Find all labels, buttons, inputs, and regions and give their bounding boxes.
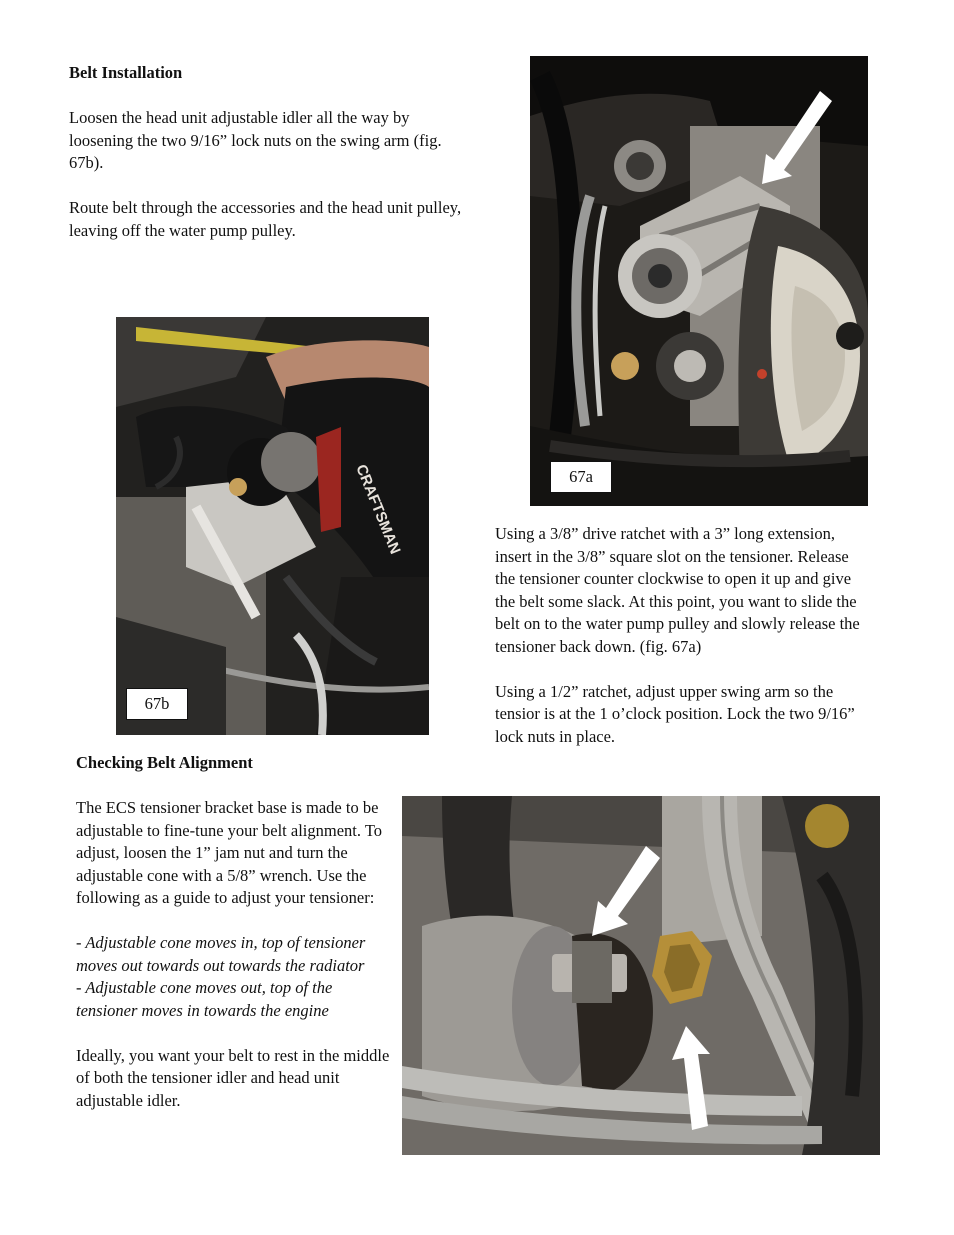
tensioner-instructions <box>495 523 865 748</box>
belt-installation-para-1: Loosen the head unit adjustable idler all the way by loosening the two 9/16” lock nuts on the swing arm (fig. 67b). <box>69 108 442 172</box>
alignment-heading: Checking Belt Alignment <box>76 753 253 772</box>
belt-installation-heading: Belt Installation <box>69 63 183 82</box>
belt-installation-para-2: Route belt through the accessories and the head unit pulley, leaving off the water pump pulley. <box>69 198 462 240</box>
figure-67a-photo <box>530 56 868 506</box>
adjustable-cone-image <box>402 796 880 1155</box>
engine-tensioner-image <box>530 56 868 506</box>
figure-67b-label: 67b <box>126 688 188 720</box>
tensioner-alignment-photo <box>402 796 880 1155</box>
tensioner-para-2: Using a 1/2” ratchet, adjust upper swing arm so the tensior is at the 1 o’clock position. Lock the two 9/16” lock nuts in place. <box>495 681 855 746</box>
alignment-para-1: The ECS tensioner bracket base is made to be adjustable to fine-tune your belt alignment. To adjust, loosen the 1” jam nut and turn the adjustable cone with a 5/8” wrench. Use the following as a guide to adjust your tensioner: <box>76 798 383 907</box>
glove-brand-text: CRAFTSMAN <box>352 462 404 557</box>
alignment-section <box>76 752 391 1112</box>
alignment-bullet-1: - Adjustable cone moves in, top of tensioner moves out towards out towards the radiator <box>76 933 366 975</box>
figure-67a-label: 67a <box>550 461 612 493</box>
belt-installation-section <box>69 62 469 242</box>
gloved-hand-image <box>116 317 429 735</box>
figure-67b-photo <box>116 317 429 735</box>
tensioner-para-1: Using a 3/8” drive ratchet with a 3” long extension, insert in the 3/8” square slot on the tensioner. Release the tensioner counter clockwise to open it up and give the belt some slack. At this point, you want to slide the belt on to the water pump pulley and slowly release the tensioner back down. (fig. 67a) <box>495 524 860 656</box>
alignment-para-2: Ideally, you want your belt to rest in the middle of both the tensioner idler and head unit adjustable idler. <box>76 1045 390 1110</box>
alignment-bullet-2: - Adjustable cone moves out, top of the tensioner moves in towards the engine <box>76 978 333 1020</box>
